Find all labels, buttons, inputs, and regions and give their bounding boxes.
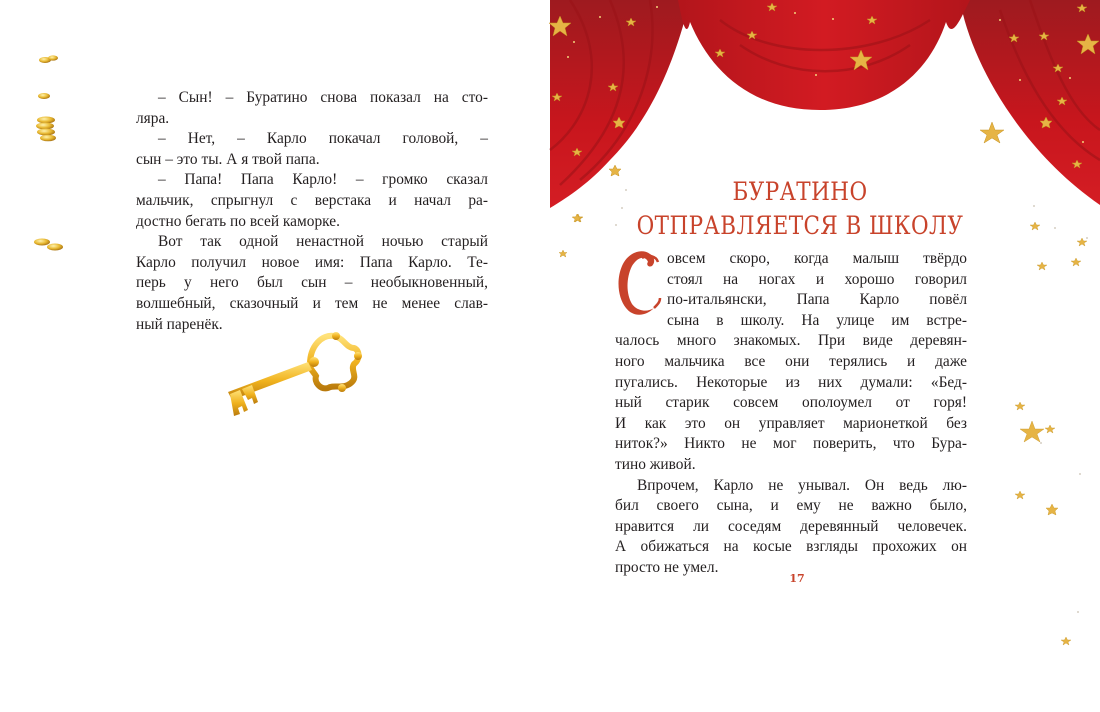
text-line: перь у него был сын – необыкновенный, (136, 274, 488, 292)
text-line: бил своего сына, и ему не важно было, (615, 497, 967, 515)
gold-coins-icon (28, 48, 78, 258)
text-line: волшебный, сказочный и тем не менее слав- (136, 294, 488, 312)
page-number: 17 (789, 572, 805, 585)
text-line: чалось много знакомых. При виде деревян- (615, 332, 967, 350)
text-line: Впрочем, Карло не унывал. Он ведь лю- (637, 476, 967, 494)
text-line: Вот так одной ненастной ночью старый (158, 233, 488, 251)
right-page-text (615, 249, 967, 579)
chapter-title (628, 175, 972, 243)
text-line: ляра. (136, 109, 170, 127)
text-line: Карло получил новое имя: Папа Карло. Те- (136, 253, 488, 271)
text-line: сына в школу. На улице им встре- (667, 311, 967, 329)
text-line: достно бегать по всей каморке. (136, 212, 340, 230)
paragraph (615, 476, 967, 579)
text-line: стоял на ногах и хорошо говорил (667, 270, 967, 288)
text-line: И как это он управляет марионеткой без (615, 414, 967, 432)
text-line: нравится ли соседям деревянный человечек. (615, 517, 967, 535)
text-line: пугались. Некоторые из них думали: «Бед- (615, 373, 967, 391)
text-line: – Сын! – Буратино снова показал на сто- (158, 89, 488, 106)
text-line: по-итальянски, Папа Карло повёл (667, 291, 967, 309)
text-line: сын – это ты. А я твой папа. (136, 150, 320, 168)
text-line: ный старик совсем ополоумел от горя! (615, 394, 967, 412)
paragraph (136, 129, 488, 170)
golden-key-icon (218, 326, 368, 421)
paragraph (136, 232, 488, 335)
chapter-title-line-2: ОТПРАВЛЯЕТСЯ В ШКОЛУ (636, 210, 964, 240)
text-line: А обижаться на косые взгляды прохожих он (615, 538, 967, 556)
text-line: ниток?» Никто не мог поверить, что Бура- (615, 435, 967, 453)
text-line: ного мальчика все они терялись и даже (615, 352, 967, 370)
text-line: овсем скоро, когда малыш твёрдо (667, 250, 967, 267)
paragraph (136, 170, 488, 232)
text-line: ный паренёк. (136, 315, 223, 333)
text-line: просто не умел. (615, 558, 719, 576)
text-line: – Нет, – Карло покачал головой, – (158, 130, 488, 148)
left-page-text (136, 88, 488, 335)
text-line: мальчик, спрыгнул с верстака и начал ра- (136, 191, 488, 209)
text-line: тино живой. (615, 455, 696, 473)
text-line: – Папа! Папа Карло! – громко сказал (158, 171, 488, 189)
paragraph (615, 249, 967, 476)
chapter-title-line-1: БУРАТИНО (732, 176, 868, 206)
paragraph (136, 88, 488, 129)
